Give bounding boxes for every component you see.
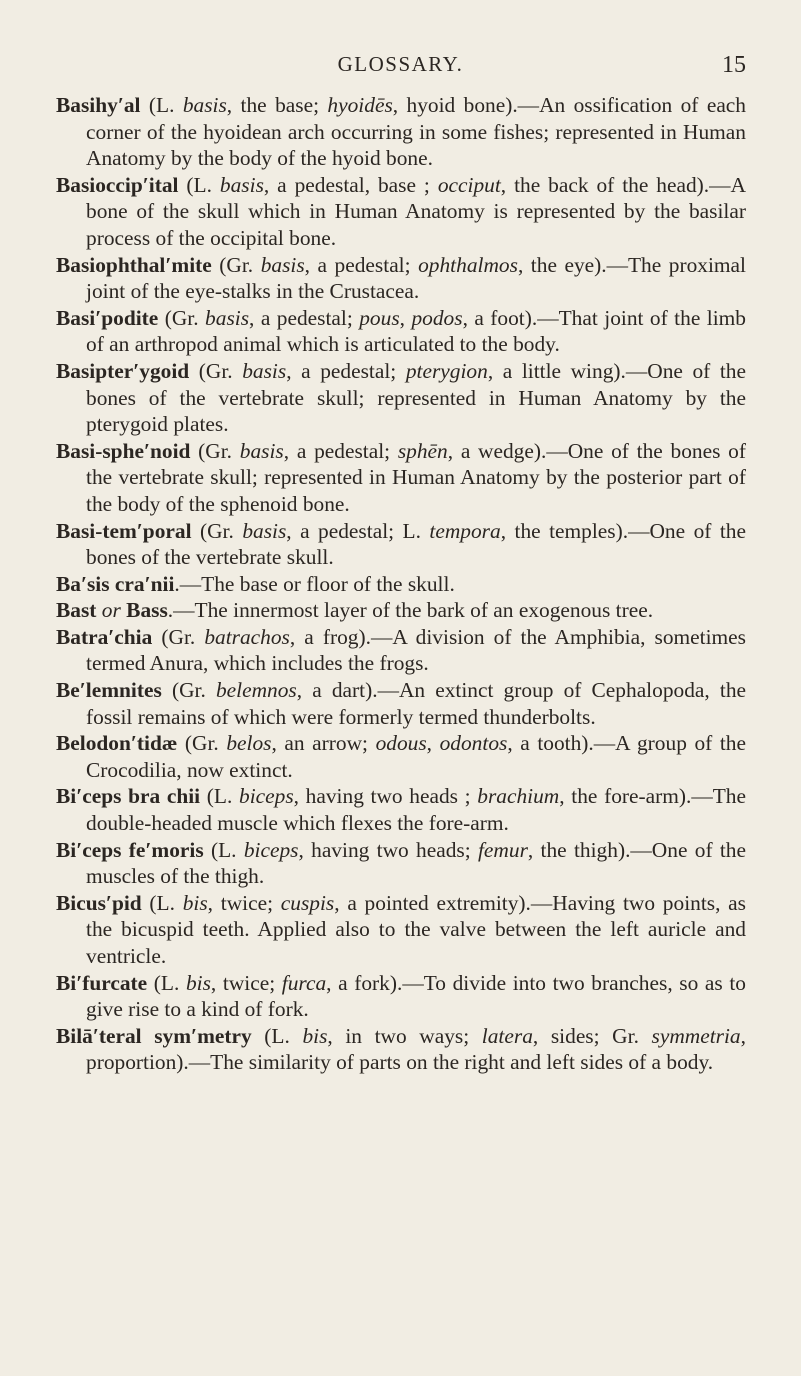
entry-headword: Basi′podite — [56, 305, 159, 330]
entry-etymon: brachium — [477, 784, 560, 809]
entry-headword: Be′lemnites — [56, 678, 162, 703]
entry-text: , a little wing).—One of the bones of the vertebrate skull; represented in Human Anatomy by the pterygoid plates. — [86, 358, 746, 437]
entry-headword: Basi-sphe′noid — [56, 438, 191, 463]
entry-text: , a pointed extremity).—Having two points, as the bicuspid teeth. Applied also to the valve between the left auricle and ventricle. — [86, 890, 747, 968]
entry-headword: Bass — [126, 598, 168, 623]
entry-text: (L. — [203, 837, 244, 862]
glossary-entry — [56, 1023, 746, 1076]
entry-etymon: cuspis — [280, 890, 335, 915]
entry-text: (Gr. — [158, 305, 206, 330]
entry-etymon: pterygion — [405, 358, 488, 383]
entry-etymon: bis — [182, 890, 208, 915]
entry-etymon: or — [101, 598, 121, 623]
entry-headword: Ba′sis cra′nii — [56, 571, 175, 596]
entry-text: , a pedestal; — [249, 305, 360, 330]
entry-text: , a pedestal, base ; — [263, 172, 438, 197]
entry-text: , a fork).—To divide into two branches, so as to give rise to a kind of fork. — [86, 970, 747, 1022]
entry-text: , — [426, 731, 440, 756]
glossary-entries — [56, 92, 746, 1076]
glossary-entry — [56, 518, 746, 571]
entry-etymon: femur — [477, 837, 528, 862]
glossary-entry — [56, 890, 746, 970]
entry-text: , twice; — [210, 970, 282, 995]
glossary-entry — [56, 677, 746, 730]
entry-text: , having two heads; — [298, 837, 478, 862]
running-head — [0, 52, 801, 82]
glossary-entry — [56, 358, 746, 438]
entry-etymon: ophthalmos — [418, 252, 518, 277]
entry-etymon: basis — [260, 252, 305, 277]
entry-headword: Bast — [56, 598, 97, 623]
entry-text: (L. — [147, 970, 186, 995]
entry-text: , the thigh).—One of the muscles of the thigh. — [86, 837, 747, 889]
entry-text: , proportion).—The similarity of parts on the right and left sides of a body. — [86, 1023, 746, 1075]
entry-etymon: belemnos — [215, 678, 297, 703]
entry-headword: Basi-tem′poral — [56, 518, 192, 543]
entry-etymon: odous — [375, 731, 427, 756]
entry-text: , the back of the head).—A bone of the skull which in Human Anatomy is represented by the basilar process of the occipital bone. — [86, 172, 746, 250]
entry-etymon: batrachos — [204, 624, 290, 649]
entry-text: , a pedestal; — [286, 358, 406, 383]
entry-text: (Gr. — [189, 358, 243, 383]
glossary-entry — [56, 783, 746, 836]
page-number: 15 — [722, 52, 746, 78]
entry-text: (L. — [178, 172, 220, 197]
glossary-entry — [56, 970, 746, 1023]
entry-text: (Gr. — [177, 731, 227, 756]
entry-text: , hyoid bone).—An ossification of each corner of the hyoidean arch occurring in some fishes; represented in Human Anatomy by the body of the hyoid bone. — [86, 93, 747, 171]
glossary-entry — [56, 597, 746, 624]
entry-text: , an arrow; — [271, 731, 376, 756]
entry-text: , having two heads ; — [293, 784, 478, 809]
entry-headword: Bi′furcate — [56, 970, 148, 995]
glossary-entry — [56, 624, 746, 677]
glossary-entry — [56, 571, 746, 598]
entry-headword: Basipter′ygoid — [56, 358, 190, 383]
glossary-entry — [56, 837, 746, 890]
entry-etymon: basis — [242, 358, 287, 383]
entry-headword: Bilā′teral sym′metry — [56, 1023, 252, 1048]
entry-etymon: basis — [239, 438, 284, 463]
entry-etymon: basis — [219, 172, 264, 197]
glossary-entry — [56, 305, 746, 358]
entry-text: (Gr. — [152, 624, 205, 649]
entry-headword: Bicus′pid — [56, 890, 142, 915]
entry-headword: Basihy′al — [56, 93, 141, 117]
entry-text: , a foot).—That joint of the limb of an arthropod animal which is articulated to the body. — [86, 305, 746, 357]
entry-text: , the fore-arm).—The double-headed muscle which flexes the fore-arm. — [86, 784, 747, 836]
entry-text: , a pedestal; L. — [286, 518, 430, 543]
entry-etymon: belos — [226, 731, 272, 756]
entry-etymon: biceps — [239, 784, 294, 809]
entry-text: , a frog).—A division of the Amphibia, sometimes termed Anura, which includes the frogs. — [86, 624, 746, 676]
entry-text: , the temples).—One of the bones of the vertebrate skull. — [86, 518, 746, 570]
glossary-entry — [56, 252, 746, 305]
entry-text: , a pedestal; — [283, 438, 398, 463]
entry-headword: Bi′ceps bra chii — [56, 784, 201, 809]
entry-text: (L. — [251, 1023, 303, 1048]
entry-text: .—The innermost layer of the bark of an exogenous tree. — [167, 598, 654, 623]
entry-text: , a pedestal; — [304, 252, 419, 277]
glossary-entry — [56, 438, 746, 518]
entry-text: (Gr. — [211, 252, 261, 277]
glossary-entry — [56, 172, 746, 252]
entry-text: .—The base or floor of the skull. — [174, 571, 455, 596]
entry-headword: Bi′ceps fe′moris — [56, 837, 204, 862]
entry-text: (L. — [140, 93, 183, 117]
entry-etymon: biceps — [243, 837, 299, 862]
entry-etymon: odontos — [439, 731, 508, 756]
entry-etymon: sphēn — [397, 438, 448, 463]
entry-text: (Gr. — [191, 518, 243, 543]
entry-etymon: basis — [182, 93, 227, 117]
entry-etymon: basis — [205, 305, 250, 330]
entry-text: , a dart).—An extinct group of Cephalopoda, the fossil remains of which were formerly termed thunderbolts. — [86, 678, 747, 729]
entry-etymon: pous — [359, 305, 400, 330]
entry-etymon: hyoidēs — [327, 93, 393, 117]
entry-headword: Belodon′tidæ — [56, 731, 178, 756]
entry-text: , a tooth).—A group of the Crocodilia, now extinct. — [86, 731, 746, 782]
glossary-entry — [56, 730, 746, 783]
entry-text: , in two ways; — [327, 1023, 482, 1048]
entry-etymon: symmetria — [651, 1023, 741, 1048]
entry-headword: Batra′chia — [56, 624, 153, 649]
entry-headword: Basioccip′ital — [56, 172, 179, 197]
entry-etymon: occiput — [437, 172, 501, 197]
running-title: GLOSSARY. — [337, 52, 464, 76]
entry-text: , sides; Gr. — [532, 1023, 652, 1048]
entry-text: , the base; — [226, 93, 328, 117]
entry-text: , — [399, 305, 412, 330]
entry-text: , twice; — [207, 890, 281, 915]
glossary-entry — [56, 92, 746, 172]
entry-etymon: podos — [411, 305, 463, 330]
entry-headword: Basiophthal′mite — [56, 252, 212, 277]
entry-text: (L. — [141, 890, 183, 915]
entry-text: , the eye).—The proximal joint of the eye-stalks in the Crustacea. — [86, 252, 746, 304]
entry-text: (Gr. — [190, 438, 240, 463]
entry-text: , a wedge).—One of the bones of the vertebrate skull; represented in Human Anatomy by the posterior part of the body of the sphenoid bone. — [86, 438, 746, 516]
entry-text: (L. — [200, 784, 239, 809]
entry-etymon: tempora — [429, 518, 501, 543]
entry-text: (Gr. — [161, 678, 216, 703]
entry-etymon: latera — [481, 1023, 533, 1048]
entry-etymon: bis — [185, 970, 211, 995]
entry-etymon: bis — [302, 1023, 328, 1048]
entry-etymon: basis — [242, 518, 287, 543]
entry-etymon: furca — [281, 970, 327, 995]
